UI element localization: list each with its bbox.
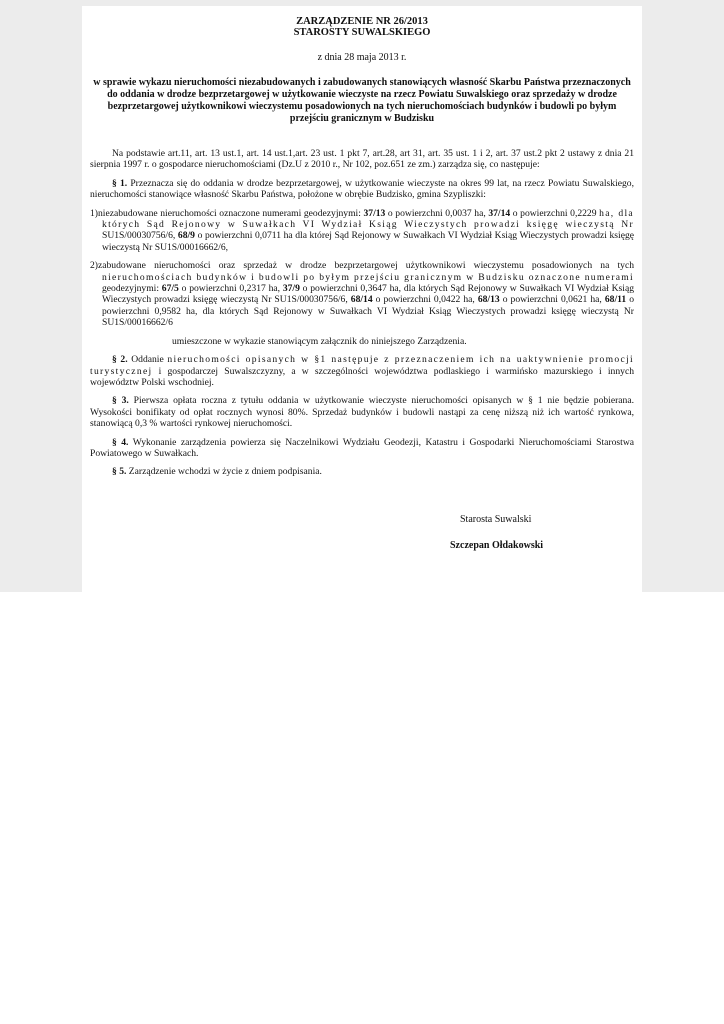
parcel-number: 68/13 (477, 294, 500, 306)
parcel-number: 37/9 (282, 283, 300, 295)
item-1-text-d: ha, dla których Sąd Rejonowy w Suwałkach VI Wydział Ksiąg Wieczystych prowadzi księgę wieczystą Nr (102, 207, 634, 231)
item-1-text-f: o powierzchni 0,0711 ha dla której Sąd Rejonowy w Suwałkach VI Wydział Ksiąg Wieczystych prowadzi księgę wieczystą Nr SU1S/00016662/6, (102, 230, 635, 253)
item-1-text-a: 1)niezabudowane nieruchomości oznaczone numerami geodezyjnymi: (90, 207, 364, 219)
document-page (82, 6, 642, 592)
parcel-number: 68/11 (604, 294, 627, 306)
section-3-number: § 3. (112, 395, 129, 407)
item-1-text-e: SU1S/00030756/6, (102, 230, 178, 242)
item-1-text-c: o powierzchni 0,2229 (510, 207, 600, 219)
section-2-text-a: Oddanie (127, 354, 168, 366)
section-1 (90, 178, 634, 201)
section-4-number: § 4. (112, 436, 129, 448)
section-2-text-c: i gospodarczej Suwalszczyzny, a w szczególności województwa podlaskiego i warmińsko mazurskiego i innych województw Polski wschodniej. (90, 365, 634, 388)
section-5-number: § 5. (112, 466, 127, 478)
section-2-number: § 2. (112, 354, 128, 366)
item-2-text-c: geodezyjnymi: (102, 283, 162, 295)
property-list-item-2 (90, 260, 634, 328)
item-2-text-e: o powierzchni 0,3647 ha, dla których Sąd Rejonowy w Suwałkach VI Wydział Ksiąg Wieczystych prowadzi księgę wieczystą Nr SU1S/00030756/6, (102, 283, 634, 306)
property-list-item-1 (90, 208, 634, 254)
section-1-number: § 1. (112, 177, 128, 189)
item-2-text-g: o powierzchni 0,0621 ha, (499, 294, 605, 306)
section-3-text: Pierwsza opłata roczna z tytułu oddania w użytkowanie wieczyste nieruchomości opisanych w § 1 nie będzie pobierana. Wysokości bonifikaty od opłat rocznych wynosi 80%. Sprzedaż budynków i budowli nastąpi za cenę niższą niż ich wartość rynkowa, stanowiącą 0,3 % wartości rynkowej nieruchomości. (90, 395, 634, 430)
property-list (90, 208, 634, 329)
section-3 (90, 395, 634, 429)
item-2-text-b: nieruchomościach budynków i budowli po byłym przejściu granicznym w Budzisku oznaczone numerami (102, 271, 634, 283)
section-1-text: Przeznacza się do oddania w drodze bezprzetargowej, w użytkowanie wieczyste na okres 99 lat, na rzecz Powiatu Suwalskiego, nieruchomości stanowiące własność Skarbu Państwa, położone w obrębie Budzisko, gmina Szypliszki: (90, 177, 634, 201)
legal-basis-paragraph: Na podstawie art.11, art. 13 ust.1, art. 14 ust.1,art. 23 ust. 1 pkt 7, art.28, art 31, art. 35 ust. 1 i 2, art. 37 ust.2 pkt 2 ustawy z dnia 21 sierpnia 1997 r. o gospodarce nieruchomościami (Dz.U z 2010 r., Nr 102, poz.651 ze zm.) zarządza się, co następuje: (90, 148, 634, 171)
item-2-text-a: 2)zabudowane nieruchomości oraz sprzedaż w drodze bezprzetargowej użytkownikowi wieczystemu posadowionych na tych (90, 260, 634, 272)
section-2-text-b: nieruchomości opisanych w §1 następuje z przeznaczeniem ich na uaktywnienie promocji turystycznej (90, 354, 634, 377)
signature-name: Szczepan Ołdakowski (450, 539, 544, 551)
parcel-number: 37/14 (488, 207, 511, 219)
attachment-note: umieszczone w wykazie stanowiącym załącznik do niniejszego Zarządzenia. (172, 335, 467, 347)
title-line-2: STAROSTY SUWALSKIEGO (293, 27, 431, 38)
item-2-text-h: o powierzchni 0,9582 ha, dla których Sąd Rejonowy w Suwałkach VI Wydział Ksiąg Wieczystych prowadzi księgę wieczystą Nr SU1S/00016662/6 (102, 294, 635, 329)
item-2-text-f: o powierzchni 0,0422 ha, (372, 294, 478, 306)
section-4 (90, 437, 634, 460)
section-2 (90, 354, 634, 388)
parcel-number: 68/14 (350, 294, 373, 306)
item-2-text-d: o powierzchni 0,2317 ha, (178, 283, 283, 295)
section-4-text: Wykonanie zarządzenia powierza się Naczelnikowi Wydziału Geodezji, Katastru i Gospodarki Nieruchomościami Starostwa Powiatowego w Suwałkach. (90, 436, 635, 459)
signature-role: Starosta Suwalski (460, 513, 532, 525)
document-date: z dnia 28 maja 2013 r. (317, 52, 407, 63)
parcel-number: 68/9 (177, 230, 195, 242)
parcel-number: 37/13 (363, 207, 386, 219)
title-line-1: ZARZĄDZENIE NR 26/2013 (296, 16, 428, 27)
document-title (90, 16, 634, 38)
section-5-text: Zarządzenie wchodzi w życie z dniem podpisania. (126, 466, 322, 478)
section-5 (90, 466, 634, 477)
item-1-text-b: o powierzchni 0,0037 ha, (385, 207, 489, 219)
document-subject: w sprawie wykazu nieruchomości niezabudowanych i zabudowanych stanowiących własność Skarbu Państwa przeznaczonych do oddania w drodze bezprzetargowej w użytkowanie wieczyste na rzecz Powiatu Suwalskiego oraz sprzedaży w drodze bezprzetargowej użytkownikowi wieczystemu posadowionych na tych nieruchomościach budynków i budowli po byłym przejściu granicznym w Budzisku (93, 77, 631, 124)
parcel-number: 67/5 (161, 283, 179, 295)
